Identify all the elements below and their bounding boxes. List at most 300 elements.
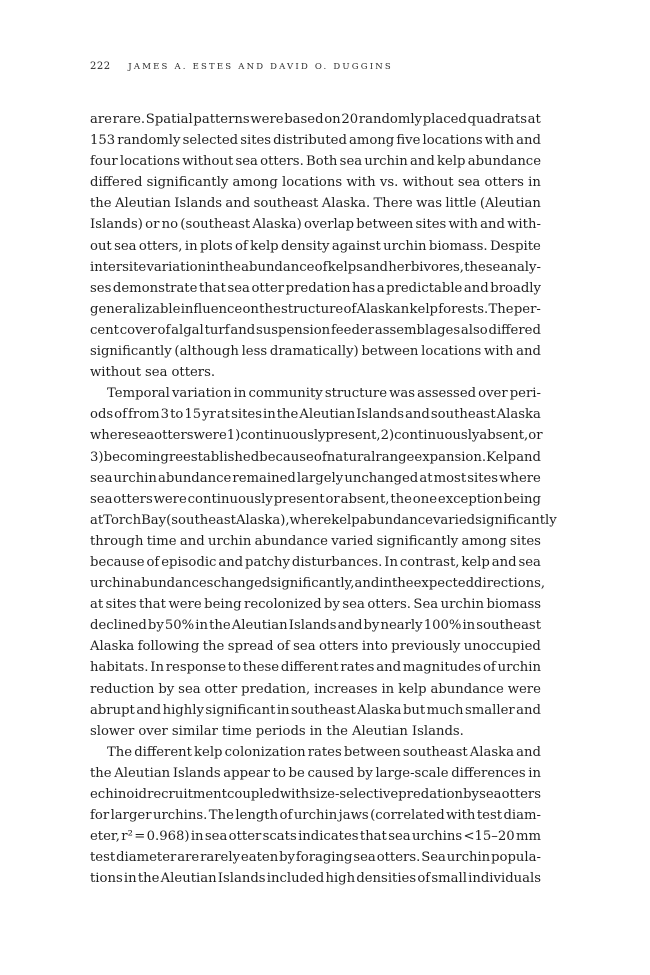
text-line: [90, 257, 541, 278]
word: Kelp: [486, 449, 517, 465]
word: otter: [251, 280, 285, 296]
word: otters.: [260, 154, 304, 170]
word: Aleutian: [114, 765, 171, 781]
word: length: [235, 808, 279, 824]
body-text: [90, 109, 557, 889]
word: sea: [227, 280, 250, 296]
word: predation,: [241, 681, 311, 697]
word: unchanged: [344, 470, 419, 486]
word: without: [90, 365, 142, 381]
word: where: [90, 428, 132, 444]
word: in: [262, 407, 276, 423]
word: diam-: [503, 808, 541, 824]
word: being: [503, 491, 541, 507]
word: caused: [307, 765, 355, 781]
word: the: [90, 196, 112, 212]
word: has: [352, 280, 376, 296]
text-line: [90, 531, 541, 552]
word: size-selective: [309, 787, 399, 802]
text-line: [90, 362, 541, 383]
word: kelp: [409, 301, 438, 317]
word: forests.: [438, 301, 489, 317]
word: at: [527, 112, 541, 127]
word: by: [363, 618, 380, 634]
word: intersite: [90, 259, 147, 275]
word: Islands: [174, 196, 223, 212]
word: to: [272, 765, 286, 781]
word: Islands: [217, 871, 266, 887]
word: turf: [204, 322, 230, 338]
word: In: [384, 554, 398, 570]
word: of: [482, 660, 496, 676]
text-line: [90, 594, 541, 615]
word: much: [426, 702, 464, 718]
word: kelp: [194, 744, 223, 760]
text-line: [90, 130, 541, 151]
word: sites: [105, 597, 137, 613]
word: previously: [391, 639, 461, 655]
text-line: [90, 214, 541, 235]
word: test: [90, 850, 116, 866]
word: randomly: [358, 112, 423, 127]
text-line: [90, 573, 546, 594]
word: at: [90, 512, 104, 528]
word: patchy: [245, 554, 290, 570]
word: by: [279, 850, 295, 866]
word: where: [289, 512, 332, 528]
word: sea: [388, 829, 411, 845]
word: reduction: [90, 681, 155, 697]
word: 15: [184, 407, 202, 423]
word: spread: [227, 639, 274, 655]
word: herbivores,: [388, 259, 464, 275]
word: in: [190, 829, 204, 845]
word: being: [204, 597, 242, 613]
word: sea: [342, 597, 365, 613]
word: kelps: [327, 259, 363, 275]
word: significantly: [146, 175, 229, 191]
word: small: [431, 871, 467, 887]
word: that: [359, 829, 387, 845]
word: southeast: [291, 702, 356, 718]
word: significantly: [90, 344, 172, 360]
word: selected: [182, 133, 239, 149]
word: that: [139, 597, 166, 613]
word: In: [150, 660, 164, 676]
word: tions: [90, 871, 123, 887]
text-line: [90, 552, 541, 573]
text-line: [90, 109, 541, 130]
word: and: [230, 322, 256, 338]
word: episodic: [161, 554, 217, 570]
text-line: [90, 805, 541, 826]
text-line: [90, 404, 541, 425]
word: by: [356, 765, 373, 781]
word: with-: [507, 217, 541, 233]
word: cover: [119, 322, 157, 338]
word: The: [488, 301, 514, 317]
running-head-authors: JAMES A. ESTES AND DAVID O. DUGGINS: [128, 62, 393, 72]
word: differed: [488, 322, 541, 338]
word: peri-: [509, 386, 541, 402]
text-line: [90, 636, 541, 657]
word: by: [463, 787, 480, 802]
word: ses: [90, 280, 112, 296]
word: varied: [432, 512, 476, 528]
word: and: [179, 533, 205, 549]
word: declined: [90, 618, 147, 634]
text-line: [90, 657, 541, 678]
word: with: [448, 217, 478, 233]
word: in: [379, 576, 392, 592]
word: variation: [171, 386, 232, 402]
word: magnitudes: [402, 660, 482, 676]
word: changed: [213, 576, 271, 592]
word: the: [219, 259, 241, 275]
word: absent,: [479, 428, 529, 444]
word: on: [242, 301, 259, 317]
word: of: [157, 322, 171, 338]
word: contrast,: [399, 554, 460, 570]
word: distributed: [273, 133, 347, 149]
word: different: [134, 744, 192, 760]
word: largely: [296, 470, 344, 486]
word: and: [463, 280, 489, 296]
word: Torch: [103, 512, 142, 528]
word: in: [462, 618, 476, 634]
word: The: [208, 808, 234, 824]
word: diameter: [116, 850, 177, 866]
word: otters: [113, 491, 153, 507]
word: Islands: [288, 618, 337, 634]
word: placed: [422, 112, 467, 127]
word: without: [182, 154, 234, 170]
word: in: [184, 238, 198, 254]
word: and: [516, 449, 541, 465]
word: larger: [110, 808, 152, 824]
word: or: [528, 428, 543, 444]
word: in: [381, 681, 395, 697]
word: southeast: [430, 407, 496, 423]
word: Aleutian: [231, 618, 288, 634]
word: foraging: [295, 850, 353, 866]
word: and: [516, 344, 541, 360]
word: urchin: [440, 597, 484, 613]
word: appear: [223, 765, 270, 781]
word: the: [392, 576, 414, 592]
word: included: [266, 871, 325, 887]
word: jaws: [338, 808, 369, 824]
word: in: [276, 702, 290, 718]
word: four: [90, 154, 118, 170]
word: abundance: [241, 259, 315, 275]
word: varied: [331, 533, 374, 549]
word: habitats.: [90, 660, 149, 676]
word: and: [405, 407, 430, 423]
word: eter,: [90, 829, 120, 845]
word: range: [375, 449, 415, 465]
word: locations: [119, 154, 180, 170]
word: broadly: [490, 280, 541, 296]
word: urchin: [497, 660, 541, 676]
word: the: [276, 407, 299, 423]
word: and: [480, 217, 505, 233]
word: slower: [90, 723, 135, 739]
word: in: [309, 723, 323, 739]
word: kelp: [250, 238, 279, 254]
word: 50%: [164, 618, 195, 634]
word: (correlated: [370, 808, 445, 824]
word: rates: [340, 660, 375, 676]
word: Islands.: [411, 723, 464, 739]
word: abundance: [467, 154, 541, 170]
word: and: [376, 660, 402, 676]
word: 1): [226, 428, 241, 444]
word: kelp: [461, 554, 490, 570]
word: and: [409, 154, 435, 170]
word: nearly: [380, 618, 423, 634]
word: suspension: [255, 322, 331, 338]
text-line: [90, 868, 541, 889]
word: biomass: [486, 597, 541, 613]
word: sites: [231, 407, 262, 423]
word: and: [491, 554, 517, 570]
text-line: [90, 700, 541, 721]
word: with: [446, 808, 476, 824]
word: 3: [160, 407, 170, 423]
word: significant: [205, 702, 276, 718]
word: with: [484, 344, 514, 360]
text-line: [90, 615, 541, 636]
word: also: [460, 322, 488, 338]
word: scats: [262, 829, 297, 845]
word: by: [147, 618, 164, 634]
word: randomly: [117, 133, 181, 149]
word: in: [233, 386, 247, 402]
word: 0.968): [146, 829, 190, 845]
word: sea: [479, 787, 502, 802]
word: time: [221, 723, 252, 739]
word: otters: [484, 175, 524, 191]
word: or: [325, 491, 340, 507]
word: otters: [154, 428, 194, 444]
word: abundances: [133, 576, 214, 592]
word: were: [193, 428, 227, 444]
word: urchin: [207, 533, 252, 549]
word: kelp: [398, 681, 427, 697]
word: Islands: [172, 765, 221, 781]
word: these: [242, 660, 280, 676]
word: the: [137, 871, 160, 887]
word: was: [416, 196, 443, 212]
word: to: [227, 660, 242, 676]
word: continuously: [240, 428, 326, 444]
word: 3): [90, 449, 104, 465]
word: assemblages: [374, 322, 461, 338]
word: and: [516, 133, 541, 149]
word: =: [134, 829, 146, 845]
word: among: [348, 133, 395, 149]
word: Aleutian: [299, 407, 356, 423]
word: variation: [146, 259, 207, 275]
word: between: [343, 744, 401, 760]
word: predation: [285, 280, 351, 296]
word: a: [376, 280, 385, 296]
word: <15–20: [463, 829, 515, 845]
word: response: [165, 660, 227, 676]
text-line: [90, 172, 541, 193]
word: continuously: [394, 428, 480, 444]
word: Alaska: [357, 702, 402, 718]
word: sea: [145, 365, 168, 381]
word: otters.: [367, 597, 411, 613]
word: dramatically): [269, 344, 359, 360]
word: coupled: [227, 787, 280, 802]
word: otters: [319, 639, 359, 655]
word: abundance: [430, 681, 504, 697]
text-line: [90, 151, 541, 172]
word: southeast: [402, 744, 468, 760]
word: natural: [326, 449, 376, 465]
word: 153: [90, 133, 116, 149]
word: Sea: [421, 850, 446, 866]
word: and: [516, 744, 541, 760]
word: exception: [437, 491, 503, 507]
word: remained: [232, 470, 296, 486]
word: sites: [240, 133, 272, 149]
word: similar: [171, 723, 218, 739]
word: because: [90, 554, 145, 570]
word: with: [346, 175, 376, 191]
word: abundance: [359, 512, 433, 528]
word: the: [209, 618, 231, 634]
word: recruitment: [147, 787, 227, 802]
word: otter: [204, 681, 238, 697]
text-line: [90, 278, 541, 299]
word: highly: [162, 702, 204, 718]
word: (southeast: [180, 217, 251, 233]
word: differed: [90, 175, 143, 191]
word: Aleutian: [114, 196, 171, 212]
word: urchins.: [152, 808, 208, 824]
word: absent,: [340, 491, 390, 507]
word: densities: [356, 871, 417, 887]
word: and: [136, 702, 162, 718]
word: significantly,: [270, 576, 355, 592]
word: sea: [353, 850, 376, 866]
word: five: [396, 133, 421, 149]
word: of: [234, 238, 248, 254]
word: but: [402, 702, 426, 718]
word: Alaska),: [235, 512, 290, 528]
word: of: [114, 407, 127, 423]
word: biomass.: [428, 238, 488, 254]
word: present,: [325, 428, 381, 444]
word: sea: [518, 554, 541, 570]
word: were: [168, 597, 202, 613]
word: large-scale: [375, 765, 449, 781]
word: 2): [380, 428, 395, 444]
word: significantly: [475, 512, 557, 528]
word: urchin: [446, 850, 491, 866]
word: following: [137, 639, 200, 655]
word: feeder: [330, 322, 375, 338]
word: Sea: [413, 597, 439, 613]
word: Alaska.: [321, 196, 371, 212]
word: the: [326, 723, 348, 739]
word: Islands): [90, 217, 143, 233]
word: differences: [451, 765, 526, 781]
word: sites: [415, 217, 447, 233]
word: among: [461, 533, 507, 549]
word: or: [145, 217, 160, 233]
word: are: [90, 112, 112, 127]
word: ods: [90, 407, 114, 423]
word: kelp: [331, 512, 360, 528]
word: abundance: [254, 533, 328, 549]
word: different: [280, 660, 339, 676]
word: mm: [515, 829, 541, 845]
word: with: [279, 787, 310, 802]
word: locations: [422, 133, 483, 149]
word: The: [107, 744, 133, 760]
word: individuals: [468, 871, 541, 887]
word: through: [90, 533, 144, 549]
word: where: [499, 470, 541, 486]
word: that: [198, 280, 226, 296]
page-number: 222: [90, 61, 111, 72]
word: (Aleutian: [479, 196, 541, 212]
word: sea: [114, 238, 137, 254]
word: because: [259, 449, 314, 465]
text-line: [90, 425, 541, 446]
word: cent: [90, 322, 119, 338]
word: reestablished: [168, 449, 260, 465]
word: locations: [282, 175, 343, 191]
word: disturbances.: [291, 554, 383, 570]
word: with: [484, 133, 515, 149]
word: colonization: [224, 744, 306, 760]
word: patterns: [193, 112, 250, 127]
word: the: [202, 639, 225, 655]
word: of: [417, 871, 431, 887]
word: demonstrate: [112, 280, 198, 296]
text-line: [90, 341, 541, 362]
word: little: [445, 196, 477, 212]
word: and: [363, 259, 388, 275]
word: between: [361, 344, 419, 360]
word: unoccupied: [463, 639, 541, 655]
text-line: [90, 447, 541, 468]
word: and: [218, 554, 244, 570]
word: by: [158, 681, 175, 697]
word: be: [288, 765, 305, 781]
word: urchin: [90, 576, 134, 592]
word: test: [476, 808, 503, 824]
word: Both: [306, 154, 338, 170]
word: otter: [228, 829, 262, 845]
word: and: [516, 702, 541, 718]
word: structure: [281, 301, 344, 317]
word: from: [128, 407, 160, 423]
word: otters.: [171, 365, 216, 381]
text-line: [90, 299, 541, 320]
word: expansion.: [414, 449, 487, 465]
word: sea: [339, 154, 363, 170]
word: indicates: [298, 829, 359, 845]
word: influence: [180, 301, 243, 317]
word: plots: [199, 238, 233, 254]
